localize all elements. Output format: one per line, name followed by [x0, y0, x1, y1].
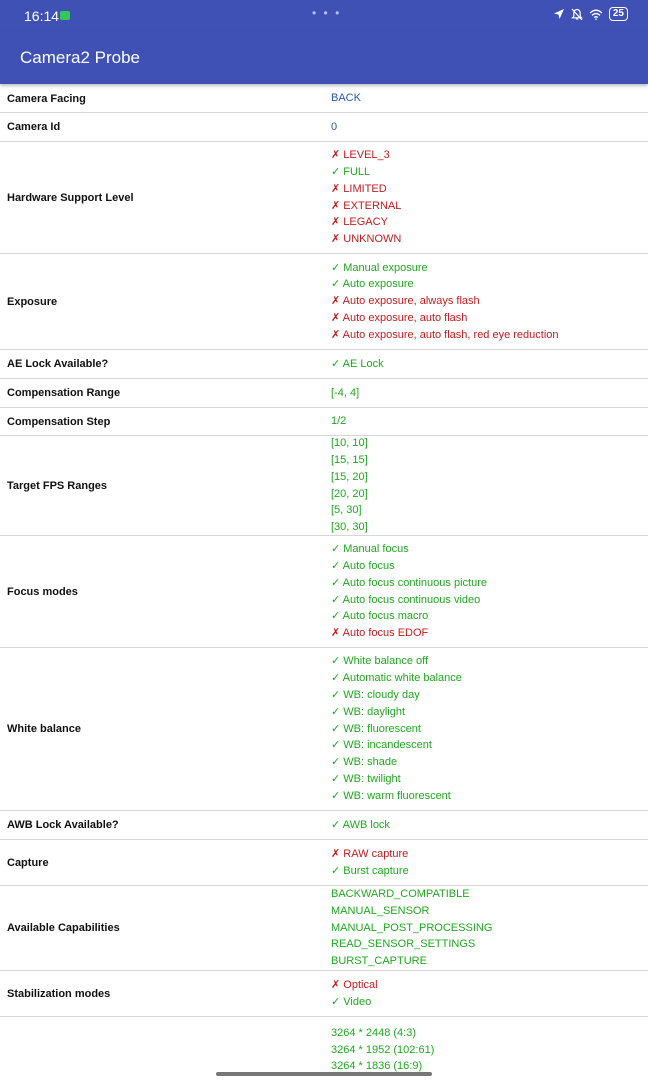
app-bar: [0, 32, 648, 84]
table-row: [0, 436, 648, 536]
property-values: [324, 113, 648, 141]
table-row: [0, 408, 648, 436]
table-row: [0, 350, 648, 379]
table-row: [0, 142, 648, 254]
property-values: [324, 254, 648, 349]
property-value: ✓ AE Lock: [331, 357, 384, 370]
property-value: [30, 30]: [331, 521, 368, 534]
property-label: Compensation Range: [7, 387, 121, 399]
property-label: Target FPS Ranges: [7, 479, 108, 492]
table-row: [0, 113, 648, 142]
property-value: ✗ Auto exposure, auto flash, red eye reduction: [331, 328, 559, 341]
property-value: ✓ Auto focus continuous video: [331, 593, 481, 606]
table-row: [0, 254, 648, 350]
table-row: [0, 85, 648, 113]
property-label: AE Lock Available?: [7, 358, 109, 370]
property-value: ✓ WB: daylight: [331, 705, 406, 718]
property-label: Exposure: [7, 295, 58, 308]
bell-off-icon: [571, 8, 583, 21]
table-row: [0, 379, 648, 408]
property-value: 3264 * 1836 (16:9): [331, 1060, 423, 1073]
property-value: [15, 20]: [331, 470, 368, 483]
status-icons: [553, 7, 628, 21]
property-value: ✗ LEVEL_3: [331, 149, 390, 162]
status-dots: • • •: [312, 6, 342, 20]
property-value: ✓ WB: twilight: [331, 772, 401, 785]
property-value: ✓ WB: warm fluorescent: [331, 789, 451, 802]
property-label: Camera Facing: [7, 92, 86, 105]
app-notification-icon: [60, 11, 70, 20]
property-value: ✗ UNKNOWN: [331, 233, 402, 246]
app-title: Camera2 Probe: [20, 48, 141, 67]
properties-table[interactable]: [0, 85, 648, 1080]
property-values: [324, 536, 648, 647]
property-values: [324, 971, 648, 1016]
table-row: [0, 648, 648, 811]
property-value: [10, 10]: [331, 437, 368, 450]
table-row: [0, 840, 648, 886]
property-value: BACK: [331, 92, 361, 105]
property-value: [-4, 4]: [331, 386, 360, 399]
property-value: ✓ White balance off: [331, 655, 429, 668]
property-label: White balance: [7, 723, 81, 735]
property-value: ✓ Auto focus continuous picture: [331, 576, 487, 589]
property-value: ✗ Auto focus EDOF: [331, 627, 429, 640]
status-bar: [0, 0, 648, 32]
property-value: ✗ Auto exposure, always flash: [331, 295, 480, 308]
property-values: [324, 436, 648, 535]
property-value: ✓ WB: fluorescent: [331, 722, 421, 735]
property-label: AWB Lock Available?: [7, 819, 119, 831]
property-value: BACKWARD_COMPATIBLE: [331, 888, 470, 900]
property-value: ✓ WB: cloudy day: [331, 689, 420, 701]
table-row: [0, 971, 648, 1017]
property-value: ✓ Manual exposure: [331, 261, 428, 274]
table-row: [0, 811, 648, 840]
property-values: [324, 350, 648, 378]
property-value: ✗ LEGACY: [331, 216, 388, 229]
property-value: MANUAL_POST_PROCESSING: [331, 921, 493, 934]
property-values: [324, 648, 648, 810]
property-value: ✓ FULL: [331, 165, 371, 178]
property-value: 0: [331, 120, 338, 133]
property-label: Stabilization modes: [7, 987, 111, 1000]
property-value: ✗ EXTERNAL: [331, 199, 402, 212]
property-label: Hardware Support Level: [7, 191, 134, 204]
property-value: READ_SENSOR_SETTINGS: [331, 938, 476, 951]
property-value: ✓ WB: incandescent: [331, 739, 432, 752]
property-value: ✗ RAW capture: [331, 847, 409, 860]
property-value: [20, 20]: [331, 487, 368, 500]
property-value: ✗ Optical: [331, 978, 378, 991]
table-row: [0, 536, 648, 648]
property-value: ✓ Video: [331, 995, 372, 1008]
property-value: [5, 30]: [331, 504, 362, 517]
property-label: Compensation Step: [7, 415, 111, 428]
property-label: Available Capabilities: [7, 922, 120, 934]
location-icon: [553, 8, 565, 20]
property-values: [324, 379, 648, 407]
property-value: MANUAL_SENSOR: [331, 904, 430, 917]
property-values: [324, 408, 648, 435]
property-value: ✓ Auto focus: [331, 559, 395, 572]
property-value: ✗ Auto exposure, auto flash: [331, 311, 468, 324]
home-indicator[interactable]: [216, 1072, 432, 1076]
property-values: [324, 886, 648, 970]
property-value: ✓ WB: shade: [331, 756, 398, 769]
property-value: 1/2: [331, 415, 347, 428]
wifi-icon: [589, 9, 603, 20]
property-label: Capture: [7, 856, 49, 869]
property-value: ✓ AWB lock: [331, 818, 390, 831]
property-value: ✗ LIMITED: [331, 182, 387, 195]
property-value: ✓ Manual focus: [331, 543, 409, 556]
property-values: [324, 840, 648, 885]
property-value: BURST_CAPTURE: [331, 955, 427, 968]
property-value: ✓ Automatic white balance: [331, 672, 462, 685]
property-value: 3264 * 2448 (4:3): [331, 1026, 417, 1039]
table-row: [0, 1017, 648, 1080]
property-value: ✓ Auto focus macro: [331, 610, 429, 623]
property-values: [324, 85, 648, 112]
property-value: [15, 15]: [331, 453, 368, 466]
table-row: [0, 886, 648, 971]
property-label: Focus modes: [7, 585, 78, 598]
property-label: Camera Id: [7, 121, 61, 133]
status-time: 16:14: [24, 8, 60, 24]
battery-icon: 25: [609, 7, 628, 21]
property-values: [324, 811, 648, 839]
property-value: ✓ Auto exposure: [331, 278, 414, 291]
property-value: ✓ Burst capture: [331, 864, 409, 877]
property-label: [0, 1017, 324, 1080]
property-values: [324, 142, 648, 253]
property-values: [324, 1017, 648, 1080]
property-value: 3264 * 1952 (102:61): [331, 1043, 435, 1056]
